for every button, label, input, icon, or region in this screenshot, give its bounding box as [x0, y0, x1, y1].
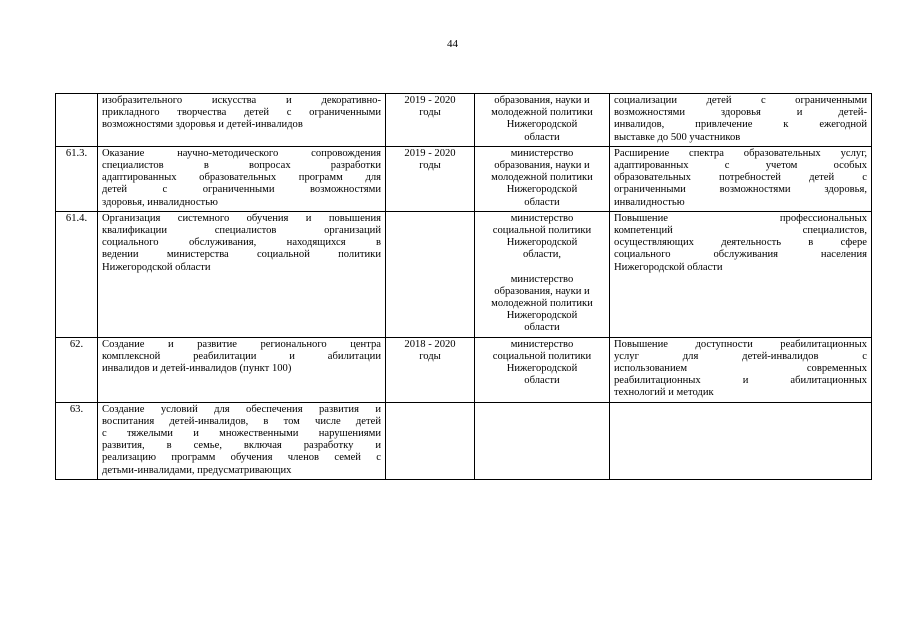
executor-cell	[475, 94, 610, 147]
executor-line: Нижегородской	[506, 310, 578, 322]
result-line: адаптированных с учетом особых	[614, 160, 867, 172]
executor-line: Нижегородской	[506, 363, 578, 375]
row-number-cell: 61.3.	[56, 146, 98, 211]
page-number: 44	[447, 38, 458, 50]
table-row	[56, 146, 872, 211]
executor-line: министерство	[510, 273, 574, 285]
action-plan-table	[55, 93, 872, 480]
result-line: Нижегородской области	[614, 261, 723, 273]
result-line: социализации детей с ограниченными	[614, 95, 867, 106]
period-cell	[386, 211, 475, 337]
activity-line: квалификации специалистов организаций	[102, 225, 381, 237]
executor-line: социальной политики	[492, 350, 592, 362]
result-line: осуществляющих деятельность в сфере	[614, 237, 867, 249]
executor-line: Нижегородской	[506, 184, 578, 196]
result-line: использованием современных	[614, 363, 867, 375]
table-row	[56, 211, 872, 337]
executor-cell	[475, 402, 610, 479]
activity-line: комплексной реабилитации и абилитации	[102, 350, 381, 362]
result-line: Повышение доступности реабилитационных	[614, 338, 867, 350]
result-line: услуг для детей-инвалидов с	[614, 350, 867, 362]
executor-line: образования, науки и	[494, 95, 590, 106]
period-line: 2018 - 2020	[404, 338, 456, 350]
activity-line: воспитания детей-инвалидов, в том числе детей	[102, 415, 381, 427]
activity-line: изобразительного искусства и декоративно-	[102, 95, 381, 106]
period-cell	[386, 337, 475, 402]
activity-line: ведении министерства социальной политики	[102, 249, 381, 261]
result-cell	[610, 211, 872, 337]
row-number-cell: 62.	[56, 337, 98, 402]
result-line: инвалидов, привлечение к ежегодной	[614, 119, 867, 131]
executor-line: области	[524, 196, 560, 208]
period-cell	[386, 146, 475, 211]
activity-line: реализацию программ обучения членов семей с	[102, 452, 381, 464]
executor-line: области	[524, 322, 560, 334]
row-number-cell	[56, 94, 98, 147]
executor-line: социальной политики	[492, 225, 592, 237]
activity-line: Создание и развитие регионального центра	[102, 338, 381, 350]
activity-line: прикладного творчества детей с ограниченными	[102, 107, 381, 119]
action-plan-table-body	[56, 94, 872, 480]
activity-line: детей с ограниченными возможностями	[102, 184, 381, 196]
period-cell	[386, 402, 475, 479]
table-row	[56, 94, 872, 147]
executor-cell	[475, 211, 610, 337]
result-line: Повышение профессиональных	[614, 212, 867, 224]
activity-cell	[98, 211, 386, 337]
period-line: 2019 - 2020	[404, 147, 456, 159]
result-line: Расширение спектра образовательных услуг,	[614, 147, 867, 159]
result-line: технологий и методик	[614, 387, 714, 399]
executor-line: области,	[522, 249, 562, 261]
executor-line: министерство	[510, 212, 574, 224]
activity-cell	[98, 337, 386, 402]
executor-line: Нижегородской	[506, 237, 578, 249]
executor-line: образования, науки и	[494, 285, 590, 297]
activity-line: Организация системного обучения и повышения	[102, 212, 381, 224]
activity-line: социального обслуживания, находящихся в	[102, 237, 381, 249]
period-line: годы	[419, 350, 441, 362]
period-line: годы	[419, 160, 441, 172]
executor-cell	[475, 337, 610, 402]
activity-line: Нижегородской области	[102, 261, 211, 273]
row-number-cell: 63.	[56, 402, 98, 479]
result-cell	[610, 146, 872, 211]
activity-line: Оказание научно-методического сопровождения	[102, 147, 381, 159]
executor-line: Нижегородской	[506, 119, 578, 131]
table-row	[56, 402, 872, 479]
result-line: ограниченными возможностями здоровья,	[614, 184, 867, 196]
row-number-cell: 61.4.	[56, 211, 98, 337]
result-line: образовательных потребностей детей с	[614, 172, 867, 184]
activity-cell	[98, 402, 386, 479]
activity-cell	[98, 146, 386, 211]
period-cell	[386, 94, 475, 147]
activity-cell	[98, 94, 386, 147]
executor-cell	[475, 146, 610, 211]
executor-line: области	[524, 375, 560, 387]
activity-line: специалистов в вопросах разработки	[102, 160, 381, 172]
executor-line: молодежной политики	[491, 107, 593, 119]
activity-line: детьми-инвалидами, предусматривающих	[102, 464, 292, 476]
activity-line: возможностями здоровья и детей-инвалидов	[102, 119, 303, 131]
result-line: социального обслуживания населения	[614, 249, 867, 261]
result-line: выставке до 500 участников	[614, 131, 741, 143]
executor-line: министерство	[510, 338, 574, 350]
result-cell	[610, 337, 872, 402]
result-line: компетенций специалистов,	[614, 225, 867, 237]
executor-line: молодежной политики	[491, 298, 593, 310]
result-cell	[610, 402, 872, 479]
result-line: возможностями здоровья и детей-	[614, 107, 867, 119]
executor-line: молодежной политики	[491, 172, 593, 184]
activity-line: развития, в семье, включая разработку и	[102, 440, 381, 452]
activity-line: адаптированных образовательных программ для	[102, 172, 381, 184]
result-line: реабилитационных и абилитационных	[614, 375, 867, 387]
executor-line	[479, 262, 605, 274]
period-line: 2019 - 2020	[404, 95, 456, 106]
activity-line: инвалидов и детей-инвалидов (пункт 100)	[102, 363, 292, 375]
executor-line: области	[524, 131, 560, 143]
result-line: инвалидностью	[614, 196, 685, 208]
executor-line: образования, науки и	[494, 160, 590, 172]
activity-line: с тяжелыми и множественными нарушениями	[102, 428, 381, 440]
executor-line: министерство	[510, 147, 574, 159]
activity-line: здоровья, инвалидностью	[102, 196, 218, 208]
table-row	[56, 337, 872, 402]
activity-line: Создание условий для обеспечения развития и	[102, 403, 381, 415]
period-line: годы	[419, 107, 441, 119]
result-cell	[610, 94, 872, 147]
